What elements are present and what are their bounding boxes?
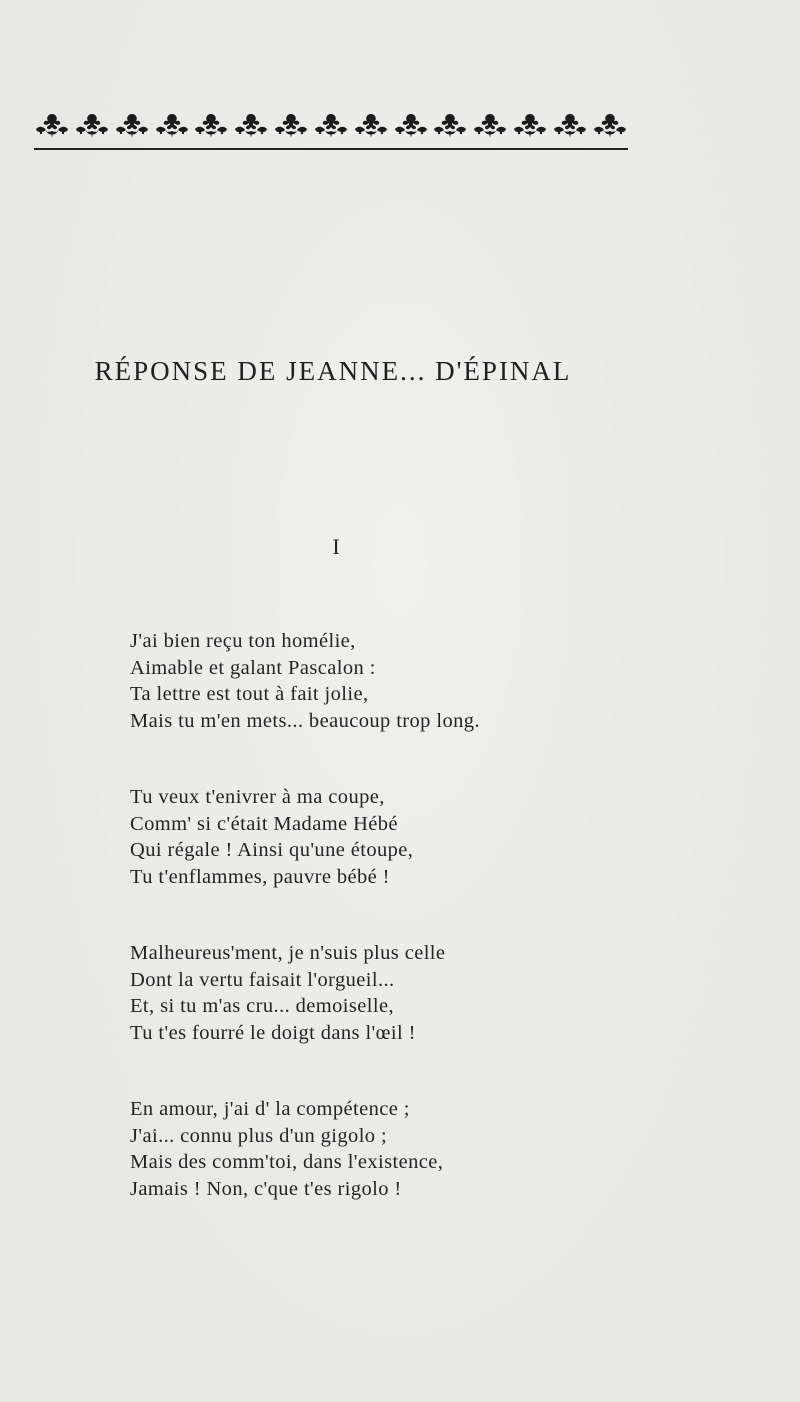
fleuron-icon — [552, 110, 588, 140]
verse-line: En amour, j'ai d' la compétence ; — [130, 1098, 410, 1120]
verse-line: Tu veux t'enivrer à ma coupe, — [130, 786, 385, 808]
ornament-band — [34, 108, 628, 142]
stanza — [130, 628, 650, 734]
fleuron-icon — [233, 110, 269, 140]
verse-line: Jamais ! Non, c'que t'es rigolo ! — [130, 1177, 402, 1200]
fleuron-icon — [193, 110, 229, 140]
poem-body — [130, 628, 650, 1252]
stanza — [130, 784, 650, 890]
fleuron-icon — [154, 110, 190, 140]
verse-line: Mais tu m'en mets... beaucoup trop long. — [130, 709, 480, 732]
verse-line: Tu t'es fourré le doigt dans l'œil ! — [130, 1021, 416, 1044]
verse-line: Tu t'enflammes, pauvre bébé ! — [130, 865, 390, 888]
verse-line: Mais des comm'toi, dans l'existence, — [130, 1151, 444, 1173]
fleuron-icon — [74, 110, 110, 140]
verse-line: Aimable et galant Pascalon : — [130, 656, 376, 679]
verse-line: J'ai... connu plus d'un gigolo ; — [130, 1124, 388, 1147]
verse-line: J'ai bien reçu ton homélie, — [130, 630, 356, 652]
section-number: I — [332, 534, 340, 559]
stanza — [130, 940, 650, 1046]
fleuron-icon — [472, 110, 508, 140]
verse-line: Malheureus'ment, je n'suis plus celle — [130, 942, 446, 964]
fleuron-icon — [353, 110, 389, 140]
stanza — [130, 1096, 650, 1202]
fleuron-icon — [432, 110, 468, 140]
fleuron-icon — [273, 110, 309, 140]
verse-line: Ta lettre est tout à fait jolie, — [130, 683, 369, 705]
header-rule — [34, 148, 628, 150]
verse-line: Dont la vertu faisait l'orgueil... — [130, 968, 395, 991]
fleuron-icon — [393, 110, 429, 140]
fleuron-icon — [313, 110, 349, 140]
verse-line: Qui régale ! Ainsi qu'une étoupe, — [130, 839, 414, 861]
fleuron-icon — [114, 110, 150, 140]
poem-title: RÉPONSE DE JEANNE... D'ÉPINAL — [94, 356, 572, 386]
fleuron-icon — [34, 110, 70, 140]
fleuron-icon — [512, 110, 548, 140]
verse-line: Comm' si c'était Madame Hébé — [130, 812, 398, 835]
fleuron-icon — [592, 110, 628, 140]
verse-line: Et, si tu m'as cru... demoiselle, — [130, 995, 394, 1017]
